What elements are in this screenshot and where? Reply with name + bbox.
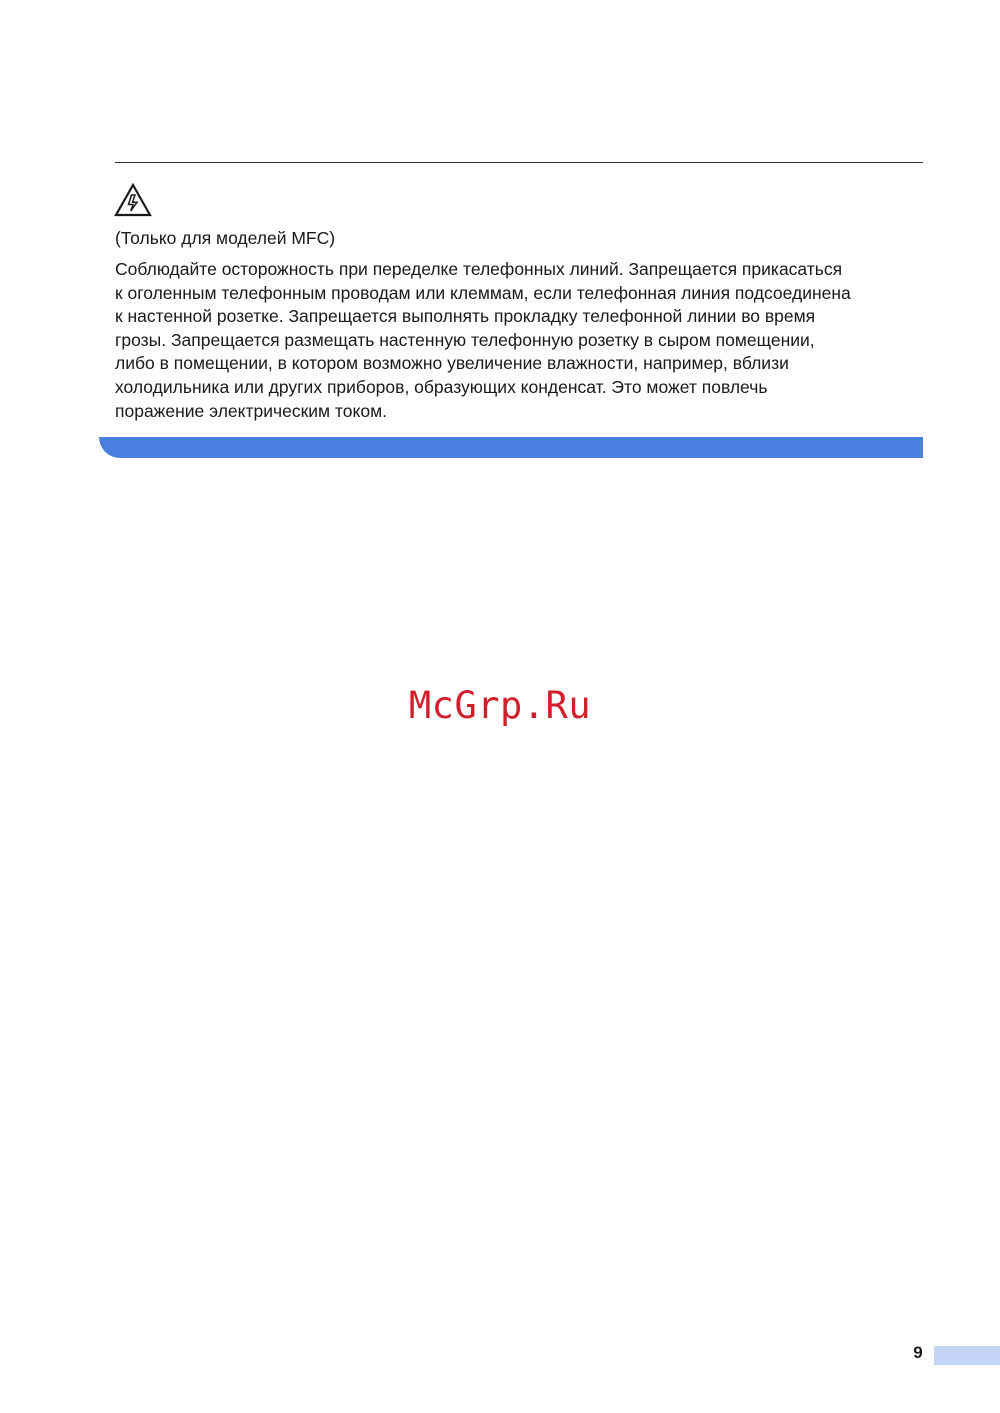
section-divider <box>115 162 923 163</box>
warning-line: Соблюдайте осторожность при переделке телефонных линий. Запрещается прикасаться <box>115 259 843 279</box>
warning-line: холодильника или других приборов, образующих конденсат. Это может повлечь <box>115 376 768 397</box>
warning-line: поражение электрическим током. <box>115 400 387 421</box>
electric-shock-warning-icon <box>114 183 152 218</box>
warning-line: либо в помещении, в котором возможно увеличение влажности, например, вблизи <box>115 353 789 374</box>
warning-subtitle: (Только для моделей MFC) <box>115 228 336 248</box>
warning-body <box>115 258 925 423</box>
section-end-band <box>99 437 923 458</box>
page-number: 9 <box>913 1343 923 1362</box>
watermark: McGrp.Ru <box>408 684 592 727</box>
warning-line: к оголенным телефонным проводам или клеммам, если телефонная линия подсоединена <box>115 282 851 303</box>
warning-line: к настенной розетке. Запрещается выполнять прокладку телефонной линии во время <box>115 306 816 327</box>
warning-line: грозы. Запрещается размещать настенную телефонную розетку в сыром помещении, <box>115 329 815 350</box>
page-tab-marker <box>934 1346 1000 1365</box>
